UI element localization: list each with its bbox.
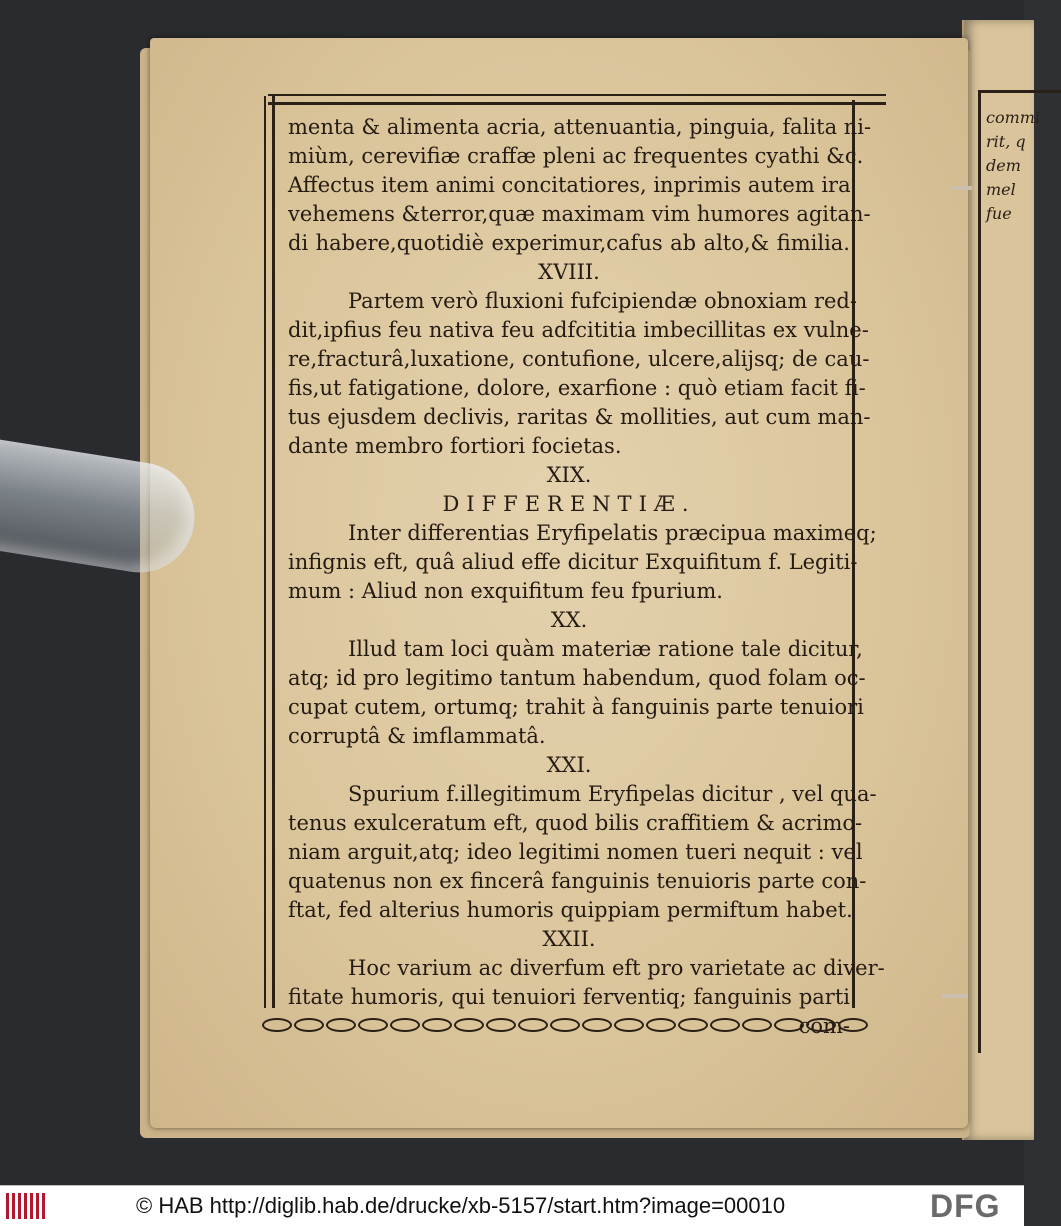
text-line: niam arguit,atq; ideo legitimi nomen tueri nequit : vel bbox=[288, 840, 863, 864]
text-line: tenus exulceratum eft, quod bilis craffitiem & acrimo- bbox=[288, 811, 863, 835]
text-line: vehemens &terror,quæ maximam vim humores agitan- bbox=[288, 202, 871, 226]
text-line: dante membro fortiori focietas. bbox=[288, 434, 622, 458]
ornament-loop bbox=[422, 1018, 452, 1032]
text-line: infignis eft, quâ aliud effe dicitur Exquifitum f. Legiti- bbox=[288, 550, 858, 574]
ornament-loop bbox=[294, 1018, 324, 1032]
text-line: di habere,quotidiè experimur,cafus ab alto,& fimilia. bbox=[288, 231, 850, 255]
text-line: re,fracturâ,luxatione, contufione, ulcere,alijsq; de cau- bbox=[288, 347, 870, 371]
copyright-url-link[interactable]: © HAB http://diglib.hab.de/drucke/xb-5157/start.htm?image=00010 bbox=[136, 1193, 786, 1218]
ornament-loop bbox=[486, 1018, 516, 1032]
ornament-loop bbox=[550, 1018, 580, 1032]
ornament-border bbox=[262, 1010, 868, 1040]
ornament-loop bbox=[518, 1018, 548, 1032]
ornament-loop bbox=[838, 1018, 868, 1032]
ornament-loop bbox=[742, 1018, 772, 1032]
text-line: dit,ipfius feu nativa feu adfcititia imbecillitas ex vulne- bbox=[288, 318, 869, 342]
ornament-loop bbox=[454, 1018, 484, 1032]
text-line: quatenus non ex fincerâ fanguinis tenuioris parte con- bbox=[288, 869, 867, 893]
ornament-loop bbox=[774, 1018, 804, 1032]
ornament-loop bbox=[262, 1018, 292, 1032]
text-line: fis,ut fatigatione, dolore, exarfione : quò etiam facit fi- bbox=[288, 376, 866, 400]
ornament-loop bbox=[358, 1018, 388, 1032]
section-subheading: DIFFERENTIÆ. bbox=[442, 492, 696, 516]
section-heading: XX. bbox=[550, 608, 588, 632]
dfg-logo: DFG bbox=[930, 1188, 1001, 1224]
ornament-loop bbox=[326, 1018, 356, 1032]
section-heading: XIX. bbox=[546, 463, 592, 487]
text-line: corruptâ & imflammatâ. bbox=[288, 724, 546, 748]
catchword: com- bbox=[798, 1014, 850, 1038]
text-line: mum : Aliud non exquifitum feu fpurium. bbox=[288, 579, 723, 603]
text-line: menta & alimenta acria, attenuantia, pinguia, falita ni- bbox=[288, 115, 872, 139]
text-line: tus ejusdem declivis, raritas & mollities, aut cum man- bbox=[288, 405, 871, 429]
page-text bbox=[288, 113, 885, 1041]
section-heading: XXI. bbox=[546, 753, 592, 777]
ornament-loop bbox=[678, 1018, 708, 1032]
text-line: miùm, cerevifiæ craffæ pleni ac frequentes cyathi &c. bbox=[288, 144, 864, 168]
text-line: Affectus item animi concitatiores, inprimis autem ira bbox=[288, 173, 851, 197]
text-line: ftat, fed alterius humoris quippiam permiftum habet. bbox=[288, 898, 853, 922]
barcode-icon bbox=[6, 1193, 46, 1219]
binding-thread bbox=[942, 994, 968, 998]
page-frame-top-rule bbox=[268, 94, 886, 105]
page-frame-left-rule bbox=[264, 96, 275, 1008]
facing-page-edge bbox=[962, 20, 1041, 1140]
binding-thread bbox=[952, 186, 972, 190]
text-line: Spurium f.illegitimum Eryfipelas dicitur , vel qua- bbox=[348, 782, 877, 806]
facing-page-frame bbox=[978, 90, 1061, 1053]
section-heading: XXII. bbox=[542, 927, 596, 951]
ornament-loop bbox=[646, 1018, 676, 1032]
section-heading: XVIII. bbox=[538, 260, 600, 284]
text-line: Partem verò fluxioni fufcipiendæ obnoxiam red- bbox=[348, 289, 857, 313]
ornament-loop bbox=[806, 1018, 836, 1032]
text-line: Illud tam loci quàm materiæ ratione tale dicitur, bbox=[348, 637, 863, 661]
text-line: atq; id pro legitimo tantum habendum, quod folam oc- bbox=[288, 666, 866, 690]
text-line: Inter differentias Eryfipelatis præcipua maximeq; bbox=[348, 521, 877, 545]
ornament-loop bbox=[390, 1018, 420, 1032]
facing-page-text: commi rit, q dem mel fue bbox=[986, 108, 1041, 223]
ornament-loop bbox=[582, 1018, 612, 1032]
text-line: cupat cutem, ortumq; trahit à fanguinis parte tenuiori bbox=[288, 695, 864, 719]
ornament-loop bbox=[710, 1018, 740, 1032]
ornament-loop bbox=[614, 1018, 644, 1032]
text-line: Hoc varium ac diverfum eft pro varietate ac diver- bbox=[348, 956, 885, 980]
text-line: fitate humoris, qui tenuiori ferventiq; fanguinis parti bbox=[288, 985, 850, 1009]
